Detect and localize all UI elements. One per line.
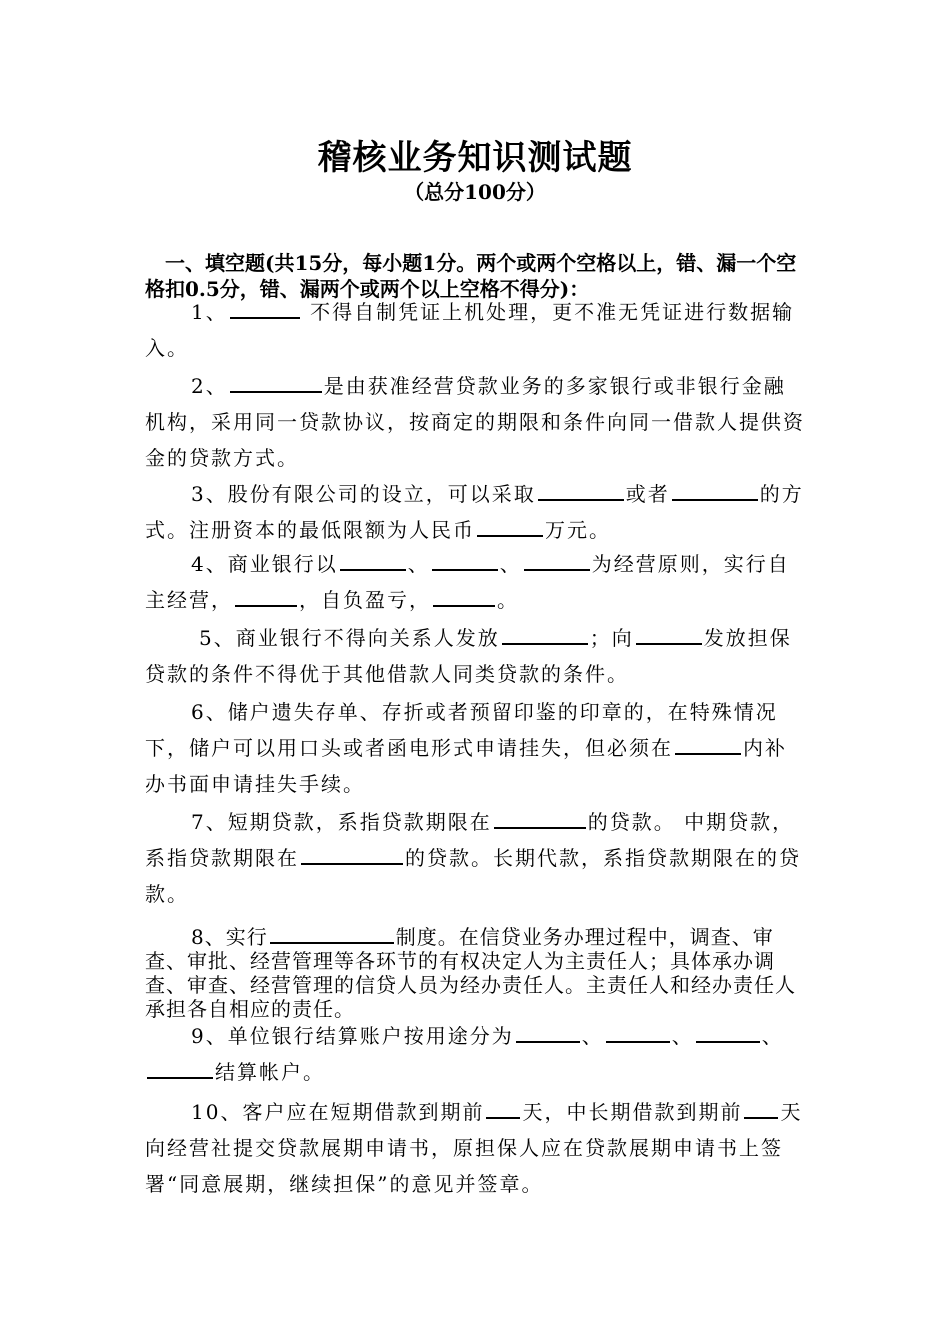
- answer-blank[interactable]: [675, 733, 741, 755]
- question-text: 制度。在信贷业务办理过程中，调查、审查、审批、经营管理等各环节的有权决定人为主责任人；具体承办调查、审查、经营管理的信贷人员为经办责任人。主责任人和经办责任人承担各自相应的责任。: [145, 925, 796, 1021]
- answer-blank[interactable]: [477, 515, 543, 537]
- answer-blank[interactable]: [486, 1097, 520, 1119]
- question-text: 万元。: [545, 518, 611, 542]
- answer-blank[interactable]: [606, 1021, 670, 1043]
- question-2: [145, 368, 807, 476]
- answer-blank[interactable]: [524, 549, 590, 571]
- question-text: ，自负盈亏，: [299, 588, 431, 612]
- question-number: 6、: [191, 700, 228, 724]
- question-text: 、: [581, 1024, 604, 1048]
- page-title: 稽核业务知识测试题: [317, 138, 633, 178]
- question-number: 8、: [191, 925, 226, 949]
- question-text: 、: [407, 552, 430, 576]
- question-1: [145, 294, 807, 366]
- answer-blank[interactable]: [432, 549, 498, 571]
- question-text: 实行: [225, 925, 268, 949]
- question-number: 4、: [191, 552, 228, 576]
- answer-blank[interactable]: [502, 623, 588, 645]
- question-number: 7、: [191, 810, 228, 834]
- question-number: 1、: [191, 300, 228, 324]
- question-text: 是由获准经营贷款业务的多家银行或非银行金融机构，采用同一贷款协议，按商定的期限和条件向同一借款人提供资金的贷款方式。: [145, 374, 805, 470]
- question-10: [145, 1094, 807, 1202]
- question-3: [145, 476, 807, 548]
- question-number: 2、: [191, 374, 228, 398]
- question-9: [145, 1018, 807, 1090]
- answer-blank[interactable]: [340, 549, 406, 571]
- question-text: 、: [671, 1024, 694, 1048]
- question-8: [145, 922, 807, 1021]
- answer-blank[interactable]: [696, 1021, 760, 1043]
- answer-blank[interactable]: [147, 1057, 213, 1079]
- question-number: 5、: [199, 626, 236, 650]
- question-5: [145, 620, 807, 692]
- page-subtitle: （总分100分）: [404, 180, 546, 204]
- question-6: [145, 694, 807, 802]
- answer-blank[interactable]: [516, 1021, 580, 1043]
- question-text: 或者: [625, 482, 670, 506]
- question-text: 商业银行以: [227, 552, 338, 576]
- question-text: 结算帐户。: [215, 1060, 325, 1084]
- answer-blank[interactable]: [301, 843, 403, 865]
- question-4: [145, 546, 807, 618]
- question-number: 9、: [191, 1024, 228, 1048]
- section-heading-text: 一、填空题(共15分，每小题1分。两个或两个空格以上，错、漏一个空格扣0.5分，错、漏两个或两个以上空格不得分)：: [145, 251, 797, 301]
- question-text: 、: [761, 1024, 784, 1048]
- question-text: 不得自制凭证上机处理，更不准无凭证进行数据输入。: [145, 300, 795, 360]
- answer-blank[interactable]: [433, 585, 495, 607]
- answer-blank[interactable]: [230, 371, 322, 393]
- question-text: ；向: [589, 626, 634, 650]
- question-number: 3、: [191, 482, 228, 506]
- question-text: 的方式。注册资本的最低限额为人民币: [145, 482, 804, 542]
- question-text: 发放担保贷款的条件不得优于其他借款人同类贷款的条件。: [145, 626, 792, 686]
- answer-blank[interactable]: [538, 479, 624, 501]
- question-text: 天，中长期借款到期前: [522, 1100, 743, 1124]
- question-text: 的贷款。长期代款，系指贷款期限在的贷款。: [145, 846, 801, 906]
- question-text: 商业银行不得向关系人发放: [235, 626, 500, 650]
- question-7: [145, 804, 807, 912]
- question-text: 的贷款。 中期贷款，系指贷款期限在: [145, 810, 795, 870]
- answer-blank[interactable]: [744, 1097, 778, 1119]
- question-number: 10、: [191, 1100, 243, 1124]
- question-text: 。: [497, 588, 519, 612]
- question-text: 单位银行结算账户按用途分为: [227, 1024, 514, 1048]
- answer-blank[interactable]: [494, 807, 586, 829]
- answer-blank[interactable]: [235, 585, 297, 607]
- question-text: 股份有限公司的设立，可以采取: [227, 482, 536, 506]
- answer-blank[interactable]: [672, 479, 758, 501]
- question-text: 天向经营社提交贷款展期申请书，原担保人应在贷款展期申请书上签署“同意展期，继续担保”的意见并签章。: [145, 1100, 803, 1196]
- question-text: 为经营原则，实行自主经营，: [145, 552, 790, 612]
- question-text: 储户遗失存单、存折或者预留印鉴的印章的，在特殊情况下，储户可以用口头或者函电形式申请挂失，但必须在: [145, 700, 778, 760]
- answer-blank[interactable]: [270, 922, 394, 944]
- question-text: 客户应在短期借款到期前: [242, 1100, 485, 1124]
- question-text: 、: [499, 552, 522, 576]
- answer-blank[interactable]: [636, 623, 702, 645]
- answer-blank[interactable]: [230, 297, 300, 319]
- question-text: 短期贷款，系指贷款期限在: [227, 810, 492, 834]
- question-text: 内补办书面申请挂失手续。: [145, 736, 787, 796]
